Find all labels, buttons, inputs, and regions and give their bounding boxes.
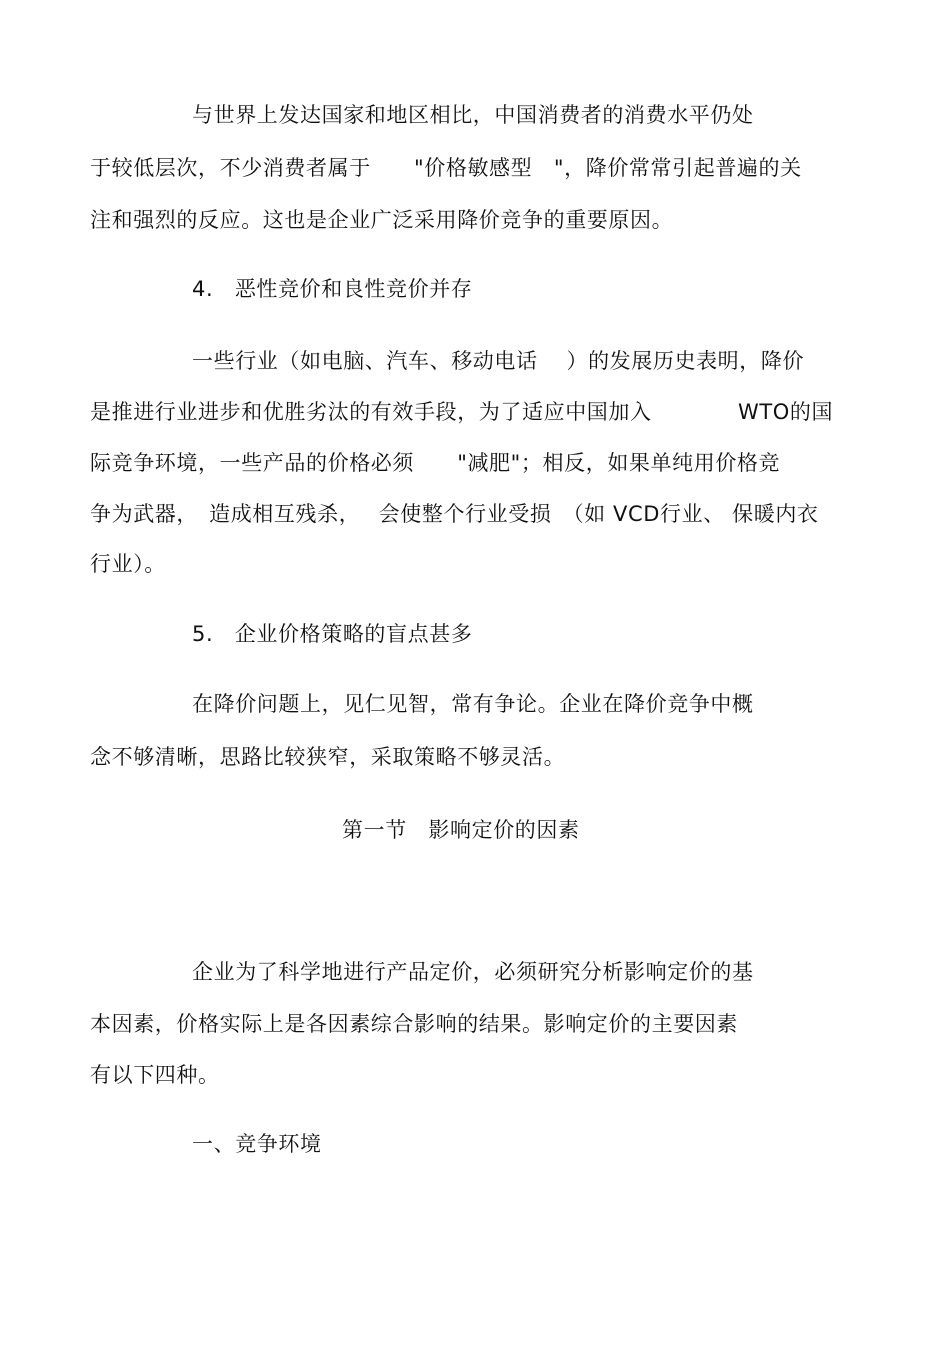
text-line: 有以下四种。: [90, 1063, 220, 1087]
text-line: 注和强烈的反应。这也是企业广泛采用降价竞争的重要原因。: [90, 208, 674, 232]
text-line: 企业为了科学地进行产品定价，必须研究分析影响定价的基: [192, 960, 754, 984]
heading-point-5: 5. 企业价格策略的盲点甚多: [192, 622, 473, 646]
text-line: 际竞争环境，一些产品的价格必须 "减肥"；相反，如果单纯用价格竞: [90, 451, 781, 475]
text-line: 一些行业（如电脑、汽车、移动电话 ）的发展历史表明，降价: [192, 349, 805, 373]
text-line: 本因素，价格实际上是各因素综合影响的结果。影响定价的主要因素: [90, 1012, 738, 1036]
text-line: 与世界上发达国家和地区相比，中国消费者的消费水平仍处: [192, 103, 754, 127]
heading-point-4: 4. 恶性竞价和良性竞价并存: [192, 277, 473, 301]
text-line: 是推进行业进步和优胜劣汰的有效手段，为了适应中国加入 WTO的国: [90, 400, 834, 424]
subheading-competitive-environment: 一、竞争环境: [192, 1132, 322, 1156]
text-line: 在降价问题上，见仁见智，常有争论。企业在降价竞争中概: [192, 692, 754, 716]
text-line: 争为武器， 造成相互残杀， 会使整个行业受损 （如 VCD行业、 保暖内衣: [90, 502, 819, 526]
section-title: 第一节 影响定价的因素: [342, 818, 580, 842]
text-line: 于较低层次，不少消费者属于 "价格敏感型 "，降价常常引起普遍的关: [90, 156, 802, 180]
text-line: 行业）。: [90, 552, 166, 576]
text-line: 念不够清晰，思路比较狭窄，采取策略不够灵活。: [90, 745, 566, 769]
